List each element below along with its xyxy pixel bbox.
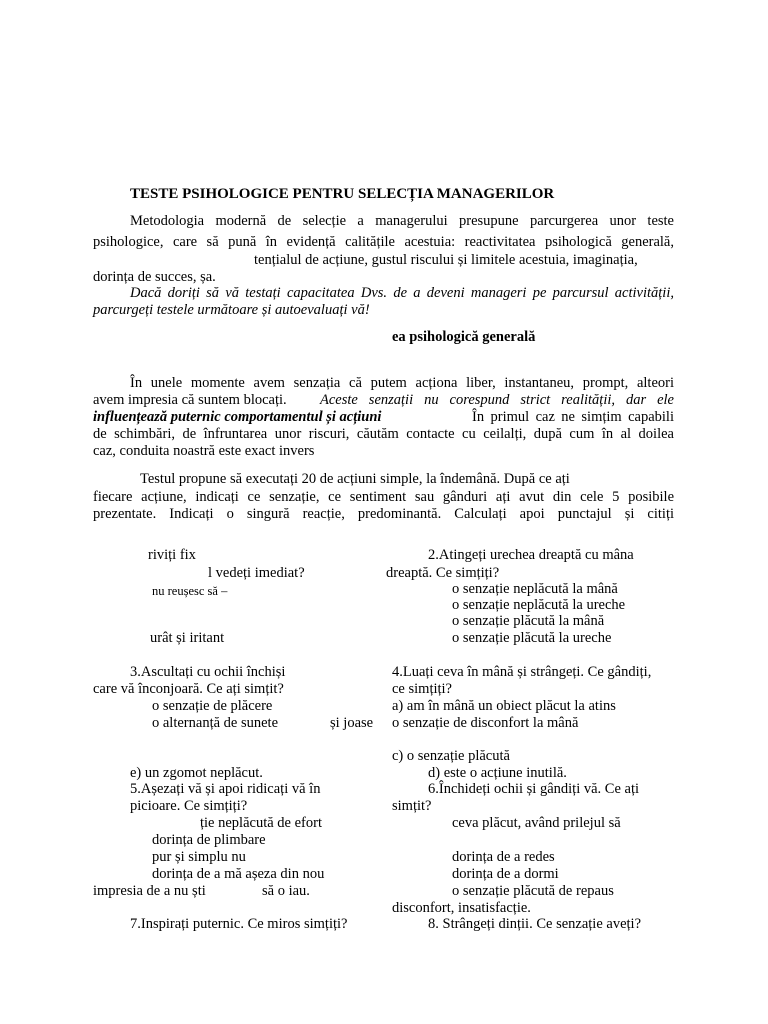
q6-option-1: ceva plăcut, având prilejul să: [452, 815, 621, 831]
para2-line-3a: influențează puternic comportamentul și acțiuni: [93, 409, 382, 425]
q2-option-2: o senzație neplăcută la ureche: [452, 597, 626, 613]
q1-option-2: urât și iritant: [150, 630, 225, 646]
q1-line-2: l vedeți imediat?: [208, 565, 305, 581]
q4-option-2: o senzație de disconfort la mână: [392, 715, 579, 731]
q5-option-4: dorința de a mă așeza din nou: [152, 866, 325, 882]
q6-line-1: 6.Închideți ochii și gândiți vă. Ce ați: [428, 781, 640, 797]
section-heading: ea psihologică generală: [392, 329, 536, 345]
q5-option-1: ție neplăcută de efort: [200, 815, 322, 831]
q2-option-1: o senzație neplăcută la mână: [452, 581, 618, 597]
para2-line-2b: Aceste senzații nu corespund strict realității, dar ele: [320, 392, 674, 408]
q5-option-2: dorința de plimbare: [152, 832, 266, 848]
q6-option-4: o senzație plăcută de repaus: [452, 883, 614, 899]
intro-line-1: Metodologia modernă de selecție a managerului presupune parcurgerea unor teste: [130, 213, 674, 229]
q8-line-1: 8. Strângeți dinții. Ce senzație aveți?: [428, 916, 642, 932]
q1-option-1: nu reușesc să –: [152, 584, 228, 598]
q5-option-5a: impresia de a nu ști: [93, 883, 206, 899]
para2-line-2a: avem impresia că suntem blocați.: [93, 392, 287, 408]
para3-line-2: fiecare acțiune, indicați ce senzație, ce sentiment sau gânduri ați avut din cele 5 posibile: [93, 489, 674, 505]
q4-option-1: a) am în mână un obiect plăcut la atins: [392, 698, 616, 714]
q7-line-1: 7.Inspirați puternic. Ce miros simțiți?: [130, 916, 348, 932]
para2-line-1: În unele momente avem senzația că putem acționa liber, instantaneu, prompt, alteori: [130, 375, 674, 391]
q6-option-2: dorința de a redes: [452, 849, 555, 865]
q4-line-2: ce simțiți?: [392, 681, 452, 697]
q5-line-2: picioare. Ce simțiți?: [130, 798, 248, 814]
q2-option-3: o senzație plăcută la mână: [452, 613, 605, 629]
q6-option-3: dorința de a dormi: [452, 866, 559, 882]
intro-line-5: Dacă doriți să vă testați capacitatea Dvs. de a deveni manageri pe parcursul activității,: [130, 285, 674, 301]
intro-line-3: tențialul de acțiune, gustul riscului și limitele acestuia, imaginația,: [254, 252, 638, 268]
q3-option-5: e) un zgomot neplăcut.: [130, 765, 263, 781]
q2-line-1: 2.Atingeți urechea dreaptă cu mâna: [428, 547, 634, 563]
para3-line-1: Testul propune să executați 20 de acțiuni simple, la îndemână. După ce ați: [140, 471, 570, 487]
q3-line-2: care vă înconjoară. Ce ați simțit?: [93, 681, 284, 697]
para2-line-3b: În primul caz ne simțim capabili: [472, 409, 674, 425]
page-title: TESTE PSIHOLOGICE PENTRU SELECȚIA MANAGERILOR: [130, 186, 555, 202]
para2-line-4: de schimbări, de înfruntarea unor riscuri, căutăm contacte cu ceilalți, după cum în al doilea: [93, 426, 674, 442]
q3-option-2b: și joase: [330, 715, 374, 731]
intro-line-4: dorința de succes, șa.: [93, 269, 216, 285]
q6-line-2: simțit?: [392, 798, 432, 814]
q2-line-2: dreaptă. Ce simțiți?: [386, 565, 500, 581]
para2-line-5: caz, conduita noastră este exact invers: [93, 443, 315, 459]
intro-line-6: parcurgeți testele următoare și autoevaluați vă!: [93, 302, 370, 318]
para3-line-3: prezentate. Indicați o singură reacție, predominantă. Calculați apoi punctajul și citiți: [93, 506, 674, 522]
q3-option-2a: o alternanță de sunete: [152, 715, 279, 731]
q4-line-1: 4.Luați ceva în mână și strângeți. Ce gândiți,: [392, 664, 652, 680]
q5-option-3: pur și simplu nu: [152, 849, 246, 865]
q6-option-5: disconfort, insatisfacție.: [392, 900, 531, 916]
q3-option-1: o senzație de plăcere: [152, 698, 273, 714]
q4-option-4: d) este o acțiune inutilă.: [428, 765, 567, 781]
q2-option-4: o senzație plăcută la ureche: [452, 630, 612, 646]
q5-option-5b: să o iau.: [262, 883, 310, 899]
q5-line-1: 5.Așezați vă și apoi ridicați vă în: [130, 781, 321, 797]
intro-line-2: psihologice, care să pună în evidență calitățile acestuia: reactivitatea psihologică generală,: [93, 234, 674, 250]
q1-line-1: riviți fix: [148, 547, 196, 563]
q3-line-1: 3.Ascultați cu ochii închiși: [130, 664, 286, 680]
q4-option-3: c) o senzație plăcută: [392, 748, 510, 764]
